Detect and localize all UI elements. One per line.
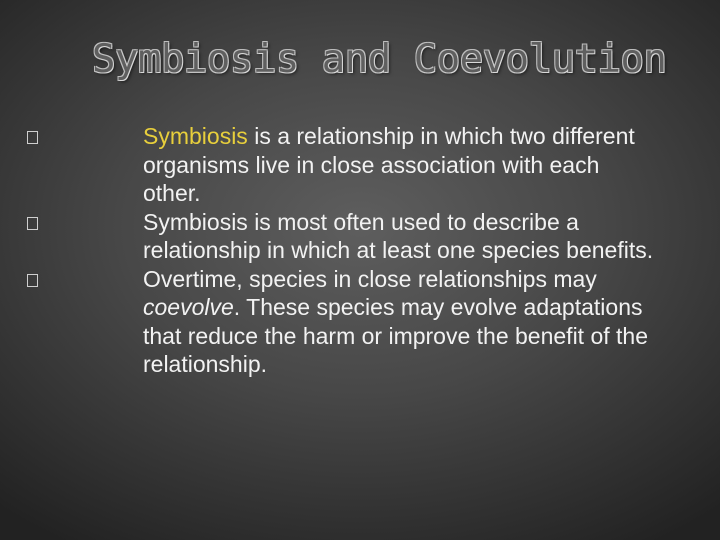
bullet-list — [143, 122, 663, 379]
bullet-item-1 — [143, 122, 663, 208]
bullet-text: Symbiosis is most often used to describe a relationship in which at least one species benefits. — [143, 208, 654, 263]
highlighted-term: Symbiosis — [143, 123, 248, 149]
bullet-item-3 — [143, 265, 663, 379]
slide-title: Symbiosis and Coevolution — [92, 37, 667, 82]
square-bullet-icon — [27, 131, 38, 144]
bullet-item-2 — [143, 208, 663, 265]
bullet-text-after: . These species may evolve adaptations that reduce the harm or improve the benefit of the relationship. — [143, 294, 649, 377]
square-bullet-icon — [27, 274, 38, 287]
bullet-text: is a relationship in which two different organisms live in close association with each other. — [143, 123, 635, 206]
square-bullet-icon — [27, 217, 38, 230]
emphasized-term: coevolve — [143, 294, 234, 320]
bullet-text-before: Overtime, species in close relationships may — [143, 265, 597, 292]
